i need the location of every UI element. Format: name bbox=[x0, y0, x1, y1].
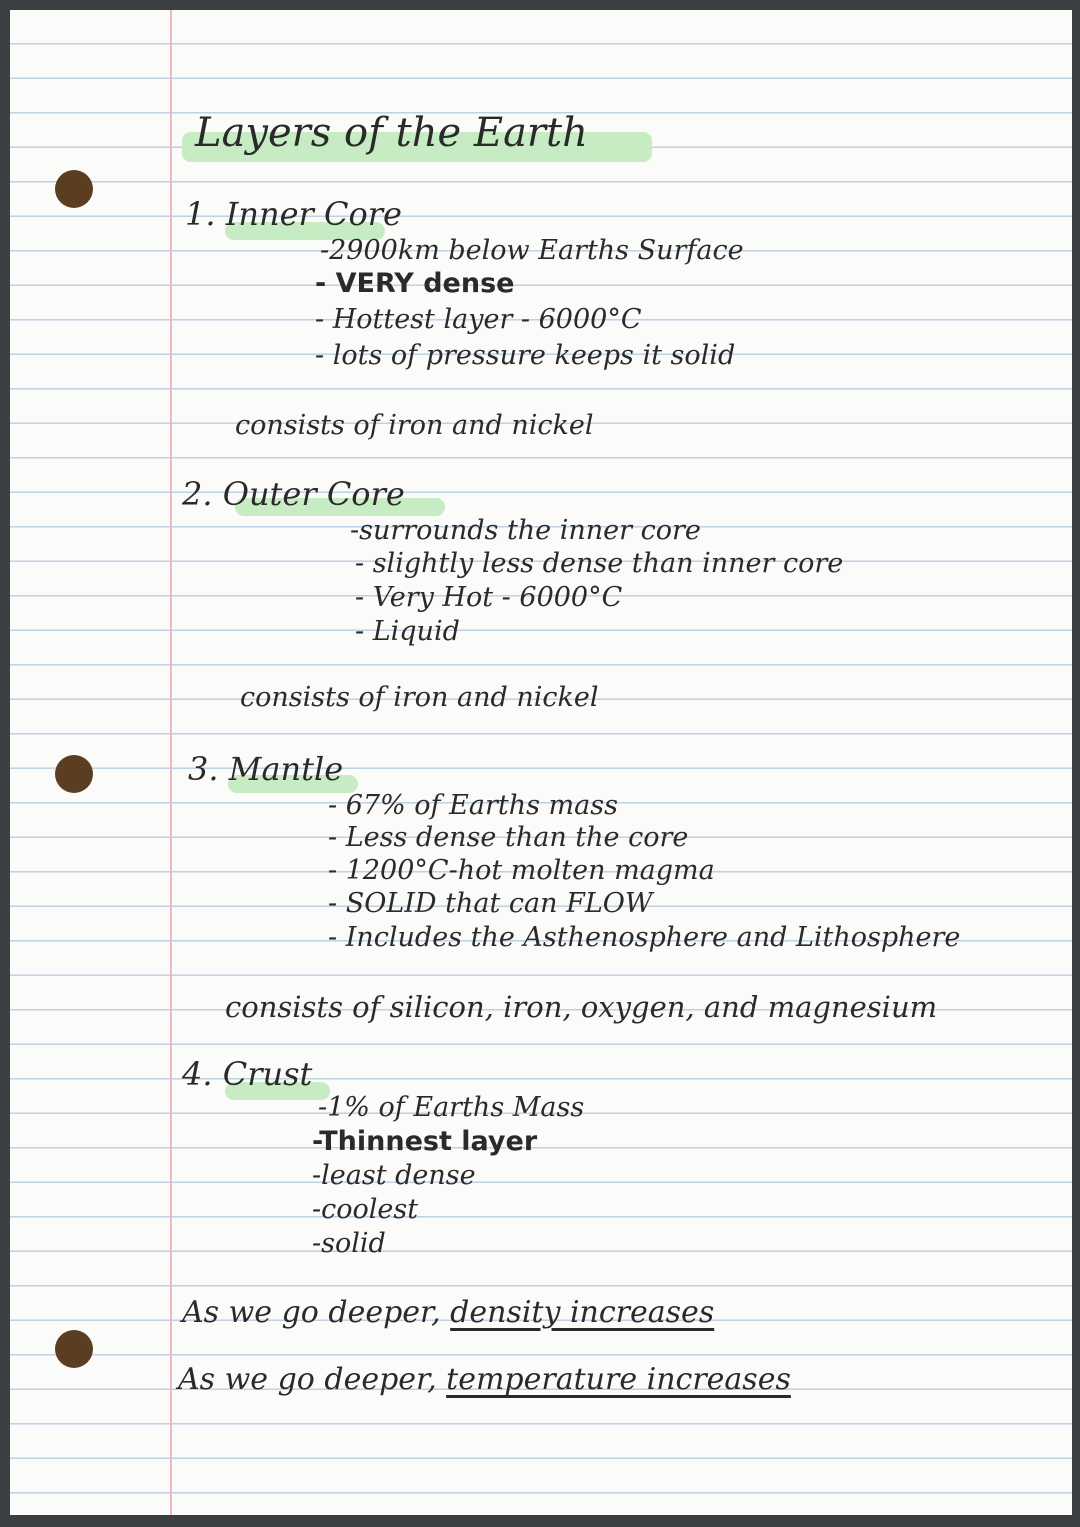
summary-emphasis: temperature increases bbox=[446, 1362, 791, 1397]
summary-line bbox=[178, 1362, 791, 1397]
summary-prefix: As we go deeper, bbox=[182, 1295, 451, 1330]
consists-line: consists of iron and nickel bbox=[240, 682, 599, 713]
bullet-item: - VERY dense bbox=[315, 268, 515, 299]
bullet-item: - lots of pressure keeps it solid bbox=[315, 340, 736, 371]
bullet-item: -least dense bbox=[312, 1160, 476, 1191]
notebook-page bbox=[10, 10, 1072, 1515]
punch-hole bbox=[55, 1330, 93, 1368]
summary-emphasis: density increases bbox=[450, 1295, 715, 1330]
bullet-item: - slightly less dense than inner core bbox=[355, 548, 844, 579]
punch-hole bbox=[55, 755, 93, 793]
bullet-item: -2900km below Earths Surface bbox=[320, 235, 744, 266]
bullet-item: -Thinnest layer bbox=[312, 1126, 538, 1157]
section-heading: 1. Inner Core bbox=[185, 195, 402, 233]
bullet-item: - Very Hot - 6000°C bbox=[355, 582, 623, 613]
punch-hole bbox=[55, 170, 93, 208]
page-title: Layers of the Earth bbox=[195, 110, 588, 156]
bullet-item: - Hottest layer - 6000°C bbox=[315, 304, 642, 335]
bullet-item: - 67% of Earths mass bbox=[328, 790, 618, 821]
margin-line bbox=[170, 10, 172, 1515]
consists-line: consists of silicon, iron, oxygen, and magnesium bbox=[225, 990, 938, 1024]
bullet-item: - Less dense than the core bbox=[328, 822, 689, 853]
section-heading: 4. Crust bbox=[182, 1055, 313, 1093]
summary-prefix: As we go deeper, bbox=[178, 1362, 447, 1397]
bullet-item: -1% of Earths Mass bbox=[318, 1092, 585, 1123]
bullet-item: -coolest bbox=[312, 1194, 419, 1225]
bullet-item: -solid bbox=[312, 1228, 386, 1259]
summary-line bbox=[182, 1295, 714, 1330]
bullet-item: -surrounds the inner core bbox=[350, 515, 701, 546]
bullet-item: - 1200°C-hot molten magma bbox=[328, 855, 715, 886]
consists-line: consists of iron and nickel bbox=[235, 410, 594, 441]
section-heading: 3. Mantle bbox=[188, 750, 344, 788]
bullet-item: - SOLID that can FLOW bbox=[328, 888, 653, 919]
bullet-item: - Includes the Asthenosphere and Lithosphere bbox=[328, 922, 961, 953]
bullet-item: - Liquid bbox=[355, 616, 460, 647]
section-heading: 2. Outer Core bbox=[182, 475, 405, 513]
